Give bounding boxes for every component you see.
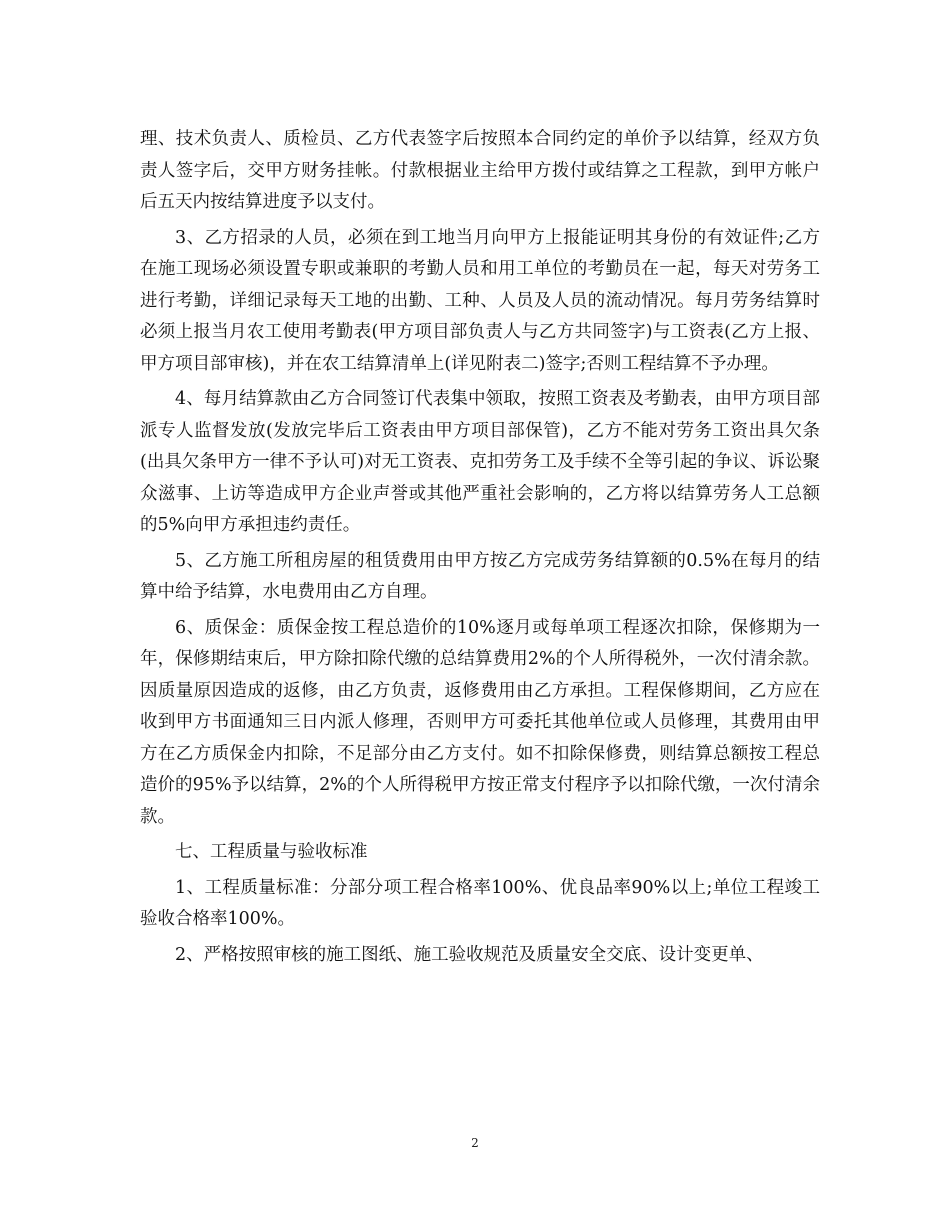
document-body bbox=[140, 124, 820, 975]
paragraph-item-3: 3、乙方招录的人员，必须在到工地当月向甲方上报能证明其身份的有效证件;乙方在施工现场必须设置专职或兼职的考勤人员和用工单位的考勤员在一起，每天对劳务工进行考勤，详细记录每天工地的出勤、工种、人员及人员的流动情况。每月劳务结算时必须上报当月农工使用考勤表(甲方项目部负责人与乙方共同签字)与工资表(乙方上报、甲方项目部审核)，并在农工结算清单上(详见附表二)签字;否则工程结算不予办理。 bbox=[140, 227, 820, 374]
paragraph-item-5: 5、乙方施工所租房屋的租赁费用由甲方按乙方完成劳务结算额的0.5%在每月的结算中给予结算，水电费用由乙方自理。 bbox=[140, 550, 820, 602]
paragraph-quality-2: 2、严格按照审核的施工图纸、施工验收规范及质量安全交底、设计变更单、 bbox=[175, 944, 764, 965]
page-number: 2 bbox=[471, 1136, 479, 1150]
section-heading: 七、工程质量与验收标准 bbox=[175, 842, 368, 862]
paragraph-item-6: 6、质保金：质保金按工程总造价的10%逐月或每单项工程逐次扣除，保修期为一年，保修期结束后，甲方除扣除代缴的总结算费用2%的个人所得税外，一次付清余款。因质量原因造成的返修，由乙方负责，返修费用由乙方承担。工程保修期间，乙方应在收到甲方书面通知三日内派人修理，否则甲方可委托其他单位或人员修理，其费用由甲方在乙方质保金内扣除，不足部分由乙方支付。如不扣除保修费，则结算总额按工程总造价的95%予以结算，2%的个人所得税甲方按正常支付程序予以扣除代缴，一次付清余款。 bbox=[140, 617, 820, 827]
paragraph-item-4: 4、每月结算款由乙方合同签订代表集中领取，按照工资表及考勤表，由甲方项目部派专人监督发放(发放完毕后工资表由甲方项目部保管)，乙方不能对劳务工资出具欠条(出具欠条甲方一律不予认可)对无工资表、克扣劳务工及手续不全等引起的争议、诉讼聚众滋事、上访等造成甲方企业声誉或其他严重社会影响的，乙方将以结算劳务人工总额的5%向甲方承担违约责任。 bbox=[140, 389, 820, 535]
paragraph-continued: 理、技术负责人、质检员、乙方代表签字后按照本合同约定的单价予以结算，经双方负责人签字后，交甲方财务挂帐。付款根据业主给甲方拨付或结算之工程款，到甲方帐户后五天内按结算进度予以支付。 bbox=[140, 129, 820, 212]
paragraph-quality-1: 1、工程质量标准：分部分项工程合格率100%、优良品率90%以上;单位工程竣工验收合格率100%。 bbox=[140, 877, 820, 929]
